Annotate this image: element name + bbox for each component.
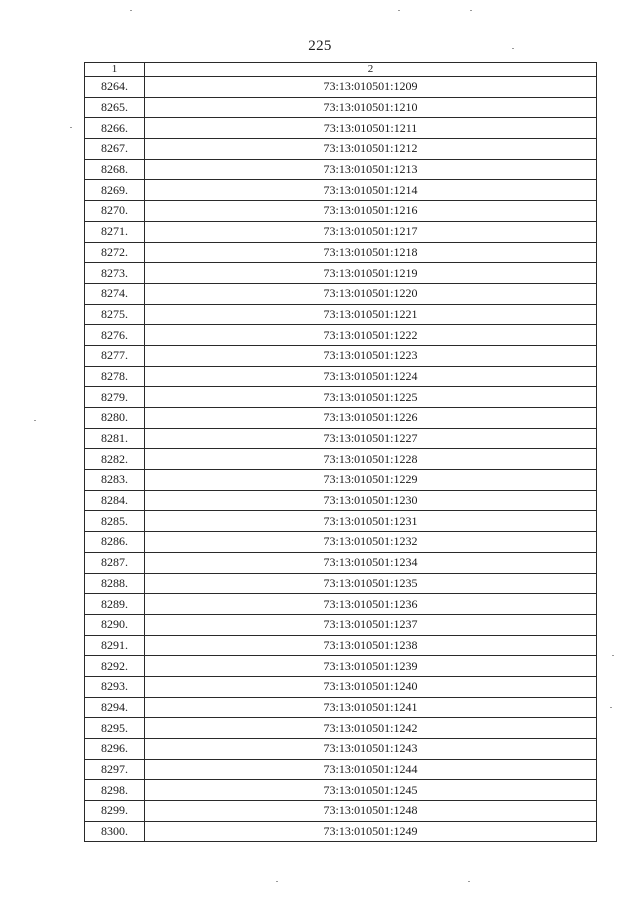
row-number-cell: 8293. [85,676,145,697]
cadastral-number-cell: 73:13:010501:1210 [145,97,597,118]
cadastral-table [84,62,597,842]
row-number-cell: 8285. [85,511,145,532]
cadastral-number-cell: 73:13:010501:1222 [145,325,597,346]
row-number-cell: 8273. [85,263,145,284]
table-row [85,739,597,760]
cadastral-number-cell: 73:13:010501:1244 [145,759,597,780]
cadastral-number-cell: 73:13:010501:1221 [145,304,597,325]
scan-speck [34,420,36,421]
row-number-cell: 8296. [85,739,145,760]
row-number-cell: 8297. [85,759,145,780]
row-number-cell: 8287. [85,552,145,573]
row-number-cell: 8277. [85,345,145,366]
row-number-cell: 8276. [85,325,145,346]
page-number: 225 [308,38,332,54]
table-row [85,656,597,677]
row-number-cell: 8291. [85,635,145,656]
scan-speck [130,10,132,11]
cadastral-number-cell: 73:13:010501:1239 [145,656,597,677]
cadastral-number-cell: 73:13:010501:1241 [145,697,597,718]
table-row [85,408,597,429]
table-row [85,221,597,242]
table-row [85,345,597,366]
row-number-cell: 8294. [85,697,145,718]
cadastral-number-cell: 73:13:010501:1249 [145,821,597,842]
table-row [85,532,597,553]
table-row [85,594,597,615]
table-row [85,242,597,263]
cadastral-number-cell: 73:13:010501:1213 [145,159,597,180]
table-row [85,366,597,387]
cadastral-number-cell: 73:13:010501:1245 [145,780,597,801]
table-row [85,697,597,718]
table-row [85,676,597,697]
row-number-cell: 8278. [85,366,145,387]
row-number-cell: 8286. [85,532,145,553]
column-header-1: 1 [85,63,145,77]
table-row [85,635,597,656]
row-number-cell: 8299. [85,801,145,822]
row-number-cell: 8290. [85,614,145,635]
cadastral-number-cell: 73:13:010501:1228 [145,449,597,470]
scan-speck [610,707,612,708]
row-number-cell: 8292. [85,656,145,677]
row-number-cell: 8268. [85,159,145,180]
cadastral-number-cell: 73:13:010501:1243 [145,739,597,760]
row-number-cell: 8272. [85,242,145,263]
table-row [85,325,597,346]
cadastral-number-cell: 73:13:010501:1226 [145,408,597,429]
table-row [85,118,597,139]
cadastral-number-cell: 73:13:010501:1212 [145,139,597,160]
row-number-cell: 8266. [85,118,145,139]
table-row [85,470,597,491]
row-number-cell: 8270. [85,201,145,222]
cadastral-number-cell: 73:13:010501:1248 [145,801,597,822]
table-row [85,614,597,635]
scan-speck [612,655,614,656]
table-row [85,180,597,201]
cadastral-number-cell: 73:13:010501:1231 [145,511,597,532]
table-row [85,449,597,470]
table-row [85,263,597,284]
cadastral-number-cell: 73:13:010501:1236 [145,594,597,615]
row-number-cell: 8288. [85,573,145,594]
row-number-cell: 8267. [85,139,145,160]
cadastral-number-cell: 73:13:010501:1234 [145,552,597,573]
table-row [85,387,597,408]
table-row [85,159,597,180]
table-row [85,201,597,222]
row-number-cell: 8274. [85,283,145,304]
row-number-cell: 8264. [85,77,145,98]
table-header [85,63,597,77]
cadastral-number-cell: 73:13:010501:1220 [145,283,597,304]
row-number-cell: 8265. [85,97,145,118]
scan-speck [512,48,514,49]
cadastral-number-cell: 73:13:010501:1235 [145,573,597,594]
table-row [85,552,597,573]
row-number-cell: 8271. [85,221,145,242]
cadastral-number-cell: 73:13:010501:1232 [145,532,597,553]
column-header-2: 2 [145,63,597,77]
table-row [85,304,597,325]
row-number-cell: 8281. [85,428,145,449]
row-number-cell: 8280. [85,408,145,429]
cadastral-number-cell: 73:13:010501:1223 [145,345,597,366]
row-number-cell: 8283. [85,470,145,491]
table-row [85,97,597,118]
table-row [85,801,597,822]
scan-speck [70,127,72,128]
scan-speck [470,10,472,11]
cadastral-number-cell: 73:13:010501:1211 [145,118,597,139]
cadastral-number-cell: 73:13:010501:1214 [145,180,597,201]
row-number-cell: 8279. [85,387,145,408]
table-row [85,759,597,780]
table-row [85,428,597,449]
row-number-cell: 8298. [85,780,145,801]
row-number-cell: 8275. [85,304,145,325]
table-body [85,77,597,842]
table-row [85,821,597,842]
cadastral-number-cell: 73:13:010501:1237 [145,614,597,635]
cadastral-number-cell: 73:13:010501:1218 [145,242,597,263]
row-number-cell: 8289. [85,594,145,615]
row-number-cell: 8295. [85,718,145,739]
cadastral-number-cell: 73:13:010501:1225 [145,387,597,408]
cadastral-number-cell: 73:13:010501:1240 [145,676,597,697]
cadastral-number-cell: 73:13:010501:1229 [145,470,597,491]
scan-speck [276,881,278,882]
table-row [85,573,597,594]
table-row [85,511,597,532]
table-row [85,490,597,511]
row-number-cell: 8284. [85,490,145,511]
scan-speck [398,10,400,11]
cadastral-number-cell: 73:13:010501:1217 [145,221,597,242]
row-number-cell: 8282. [85,449,145,470]
header-row [85,63,597,77]
table-row [85,139,597,160]
cadastral-number-cell: 73:13:010501:1227 [145,428,597,449]
table-row [85,718,597,739]
cadastral-number-cell: 73:13:010501:1238 [145,635,597,656]
cadastral-number-cell: 73:13:010501:1224 [145,366,597,387]
table-row [85,77,597,98]
cadastral-number-cell: 73:13:010501:1216 [145,201,597,222]
row-number-cell: 8300. [85,821,145,842]
cadastral-number-cell: 73:13:010501:1219 [145,263,597,284]
table-row [85,283,597,304]
scan-speck [468,881,470,882]
cadastral-number-cell: 73:13:010501:1242 [145,718,597,739]
row-number-cell: 8269. [85,180,145,201]
table-row [85,780,597,801]
cadastral-number-cell: 73:13:010501:1209 [145,77,597,98]
cadastral-number-cell: 73:13:010501:1230 [145,490,597,511]
